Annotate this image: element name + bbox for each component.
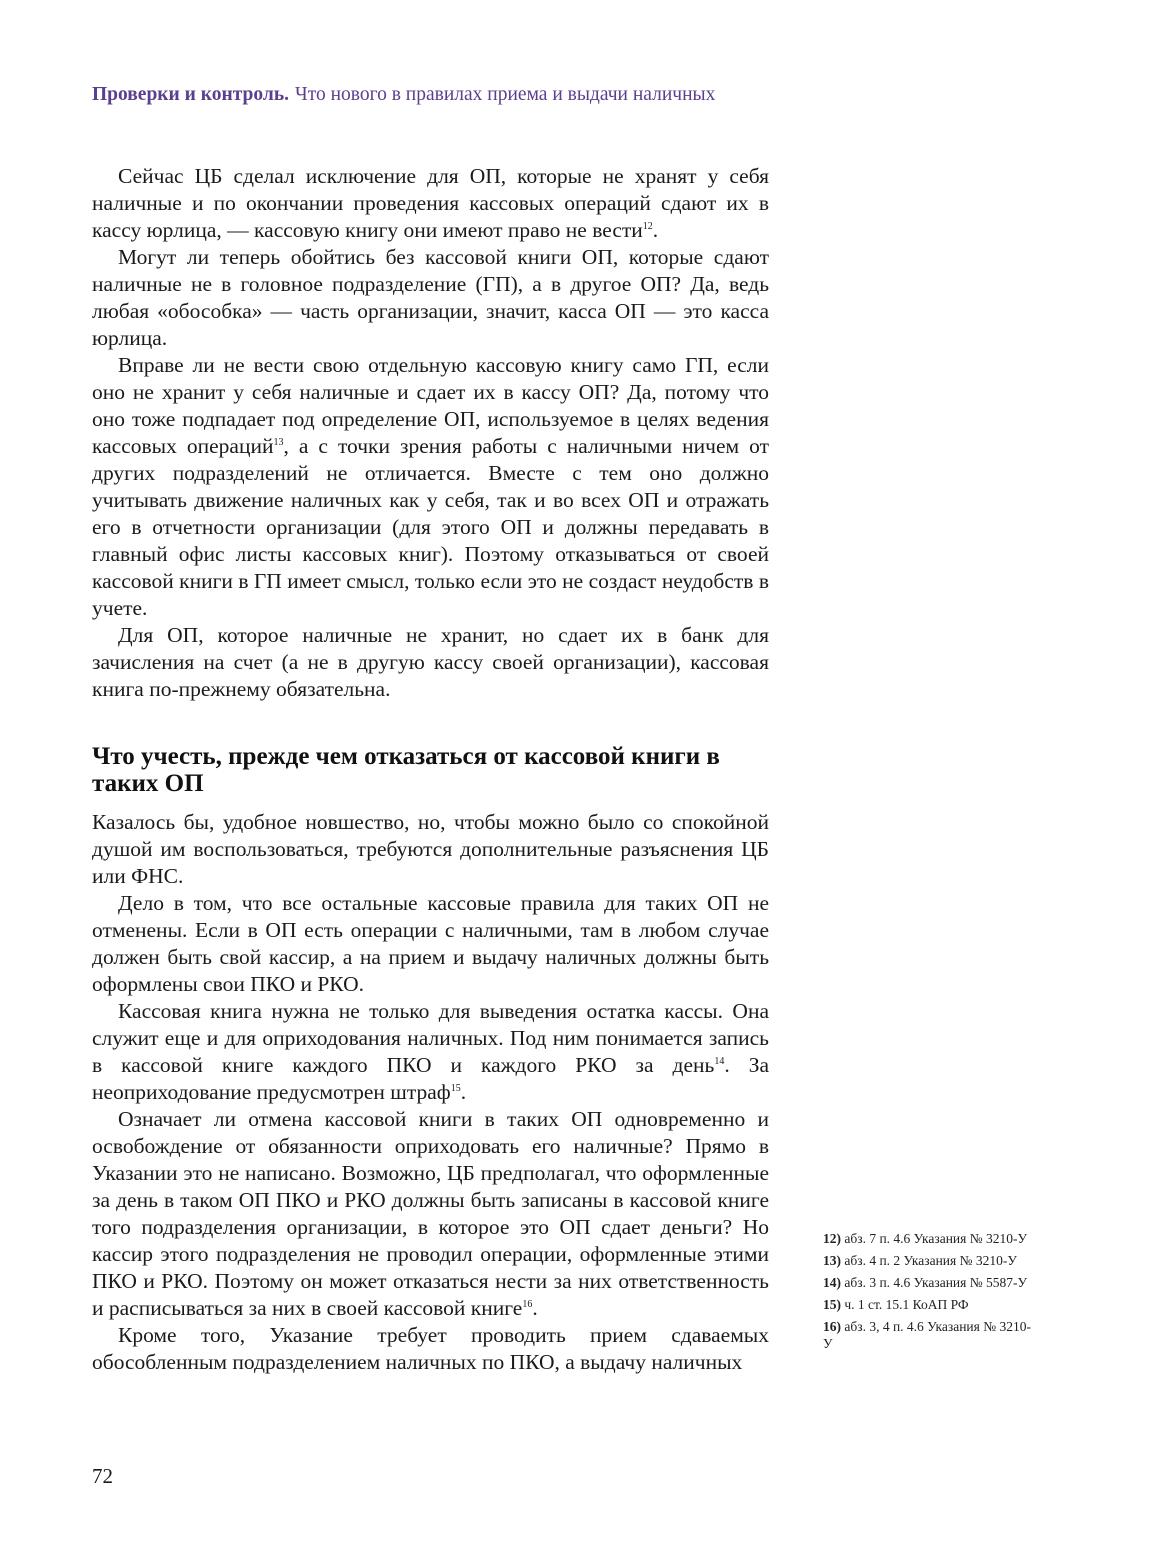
paragraph: Казалось бы, удобное новшество, но, чтобы можно было со спокойной душой им воспользоваться, требуются дополнительные разъяснения ЦБ или ФНС. (92, 810, 769, 888)
sidenote: 13) абз. 4 п. 2 Указания № 3210-У (823, 1253, 1017, 1268)
paragraph: Кроме того, Указание требует проводить прием сдаваемых обособленным подразделением наличных по ПКО, а выдачу наличных (92, 1323, 769, 1374)
running-head-title: Что нового в правилах приема и выдачи наличных (295, 84, 716, 105)
running-head-section: Проверки и контроль. (92, 84, 290, 105)
footnote-ref: 16 (522, 1299, 533, 1310)
page-number: 72 (92, 1464, 113, 1488)
sidenote: 14) абз. 3 п. 4.6 Указания № 5587-У (823, 1275, 1028, 1290)
running-head (92, 84, 715, 106)
footnote-ref: 15 (450, 1083, 461, 1094)
footnote-ref: 14 (714, 1056, 725, 1067)
paragraph: Дело в том, что все остальные кассовые правила для таких ОП не отменены. Если в ОП есть операции с наличными, там в любом случае должен быть свой кассир, а на прием и выдачу наличных должны быть оформлены свои ПКО и РКО. (92, 891, 769, 996)
footnote-ref: 13 (273, 437, 284, 448)
paragraph: Означает ли отмена кассовой книги в таких ОП одновременно и освобождение от обязанности оприходовать его наличные? Прямо в Указании это не написано. Возможно, ЦБ предполагал, что оформленные за день в таком ОП ПКО и РКО должны быть записаны в кассовой книге того подразделения организации, в которое это ОП сдает деньги? Но кассир этого подразделения не проводил операции, оформленные этими ПКО и РКО. Поэтому он может отказаться нести за них ответственность и расписываться за них в своей кассовой книге$^{16}$. (92, 1107, 769, 1320)
paragraph: Сейчас ЦБ сделал исключение для ОП, которые не хранят у себя наличные и по окончании проведения кассовых операций сдают их в кассу юрлица, — кассовую книгу они имеют право не вести$^{12}$. (92, 164, 769, 242)
section-heading: Что учесть, прежде чем отказаться от кассовой книги в таких ОП (92, 743, 720, 797)
sidenote: 12) абз. 7 п. 4.6 Указания № 3210-У (823, 1231, 1028, 1246)
footnote-ref: 12 (642, 221, 653, 232)
paragraph: Кассовая книга нужна не только для выведения остатка кассы. Она служит еще и для оприходования наличных. Под ним понимается запись в кассовой книге каждого ПКО и каждого РКО за день$^{14}$. За неоприходование предусмотрен штраф$^{15}$. (92, 999, 770, 1104)
paragraph: Вправе ли не вести свою отдельную кассовую книгу само ГП, если оно не хранит у себя наличные и сдает их в кассу ОП? Да, потому что оно тоже подпадает под определение ОП, используемое в целях ведения кассовых операций$^{13}$, а с точки зрения работы с наличными ничем от других подразделений не отличается. Вместе с тем оно должно учитывать движение наличных как у себя, так и во всех ОП и отражать его в отчетности организации (для этого ОП и должны передавать в главный офис листы кассовых книг). Поэтому отказываться от своей кассовой книги в ГП имеет смысл, только если это не создаст неудобств в учете. (92, 353, 769, 620)
paragraph: Могут ли теперь обойтись без кассовой книги ОП, которые сдают наличные не в головное подразделение (ГП), а в другое ОП? Да, ведь любая «обособка» — часть организации, значит, касса ОП — это касса юрлица. (92, 245, 769, 350)
sidenote: 16) абз. 3, 4 п. 4.6 Указания № 3210-У (823, 1319, 1031, 1351)
paragraph: Для ОП, которое наличные не хранит, но сдает их в банк для зачисления на счет (а не в другую кассу своей организации), кассовая книга по-прежнему обязательна. (92, 623, 769, 701)
sidenotes (823, 1230, 1033, 1357)
sidenote: 15) ч. 1 ст. 15.1 КоАП РФ (823, 1297, 969, 1312)
main-text-column (92, 163, 769, 1376)
